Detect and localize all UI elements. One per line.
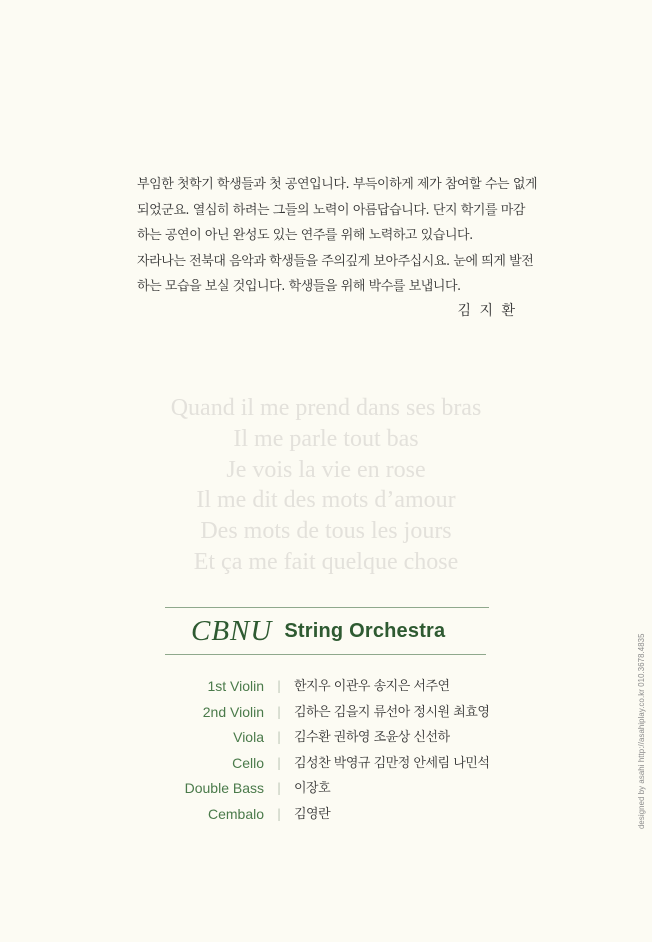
row-separator: | (276, 704, 282, 719)
member-roster (150, 674, 510, 828)
row-separator: | (276, 730, 282, 745)
designer-credit: designed by asahi http://asahiplay.co.kr 010.3678.4835 (637, 633, 646, 829)
member-names: 김수환 권하영 조윤상 신선하 (294, 730, 450, 746)
title-divider-bottom (165, 654, 486, 655)
lyrics-block (0, 393, 652, 578)
message-line: 되었군요. 열심히 하려는 그들의 노력이 아름답습니다. 단지 학기를 마감 (137, 202, 525, 218)
roster-row (150, 776, 510, 802)
roster-row (150, 674, 510, 700)
part-label: Double Bass (184, 780, 264, 797)
lyric-line: Des mots de tous les jours (200, 518, 452, 545)
roster-row (150, 700, 510, 726)
signature: 김 지 환 (457, 303, 517, 319)
lyric-line: Je vois la vie en rose (226, 456, 426, 483)
message-line: 하는 공연이 아닌 완성도 있는 연주를 위해 노력하고 있습니다. (137, 228, 473, 243)
orchestra-name: String Orchestra (284, 619, 446, 642)
lyric-line: Il me dit des mots d’amour (196, 487, 456, 514)
part-label: Cembalo (207, 805, 264, 822)
lyric-line: Il me parle tout bas (233, 425, 419, 452)
message-line: 하는 모습을 보실 것입니다. 학생들을 위해 박수를 보냅니다. (137, 279, 461, 294)
lyric-line: Et ça me fait quelque chose (193, 548, 459, 575)
member-names: 한지우 이관우 송지은 서주연 (294, 679, 450, 694)
member-names: 김영란 (294, 806, 331, 822)
message-line: 자라나는 전북대 음악과 학생들을 주의깊게 보아주십시요. 눈에 띄게 발전 (137, 253, 534, 269)
row-separator: | (276, 806, 282, 821)
roster-row (150, 725, 510, 751)
member-names: 김성찬 박영규 김만정 안세림 나민석 (294, 755, 490, 771)
member-names: 이장호 (294, 781, 331, 797)
cbnu-logo: CBNU (191, 614, 273, 647)
roster-row (150, 751, 510, 777)
roster-row (150, 802, 510, 828)
lyric-line: Quand il me prend dans ses bras (170, 395, 482, 421)
part-label: Cello (232, 754, 264, 771)
member-names: 김하은 김을지 류선아 정시원 최효영 (294, 704, 490, 720)
part-label: 1st Violin (207, 678, 264, 694)
row-separator: | (276, 755, 282, 770)
row-separator: | (276, 679, 282, 693)
message-line: 부임한 첫학기 학생들과 첫 공연입니다. 부득이하게 제가 참여할 수는 없게 (137, 177, 538, 192)
director-message (137, 172, 538, 300)
part-label: Viola (233, 729, 264, 746)
title-divider-top (165, 607, 489, 608)
part-label: 2nd Violin (202, 703, 264, 720)
orchestra-title (191, 614, 445, 648)
row-separator: | (276, 781, 282, 796)
